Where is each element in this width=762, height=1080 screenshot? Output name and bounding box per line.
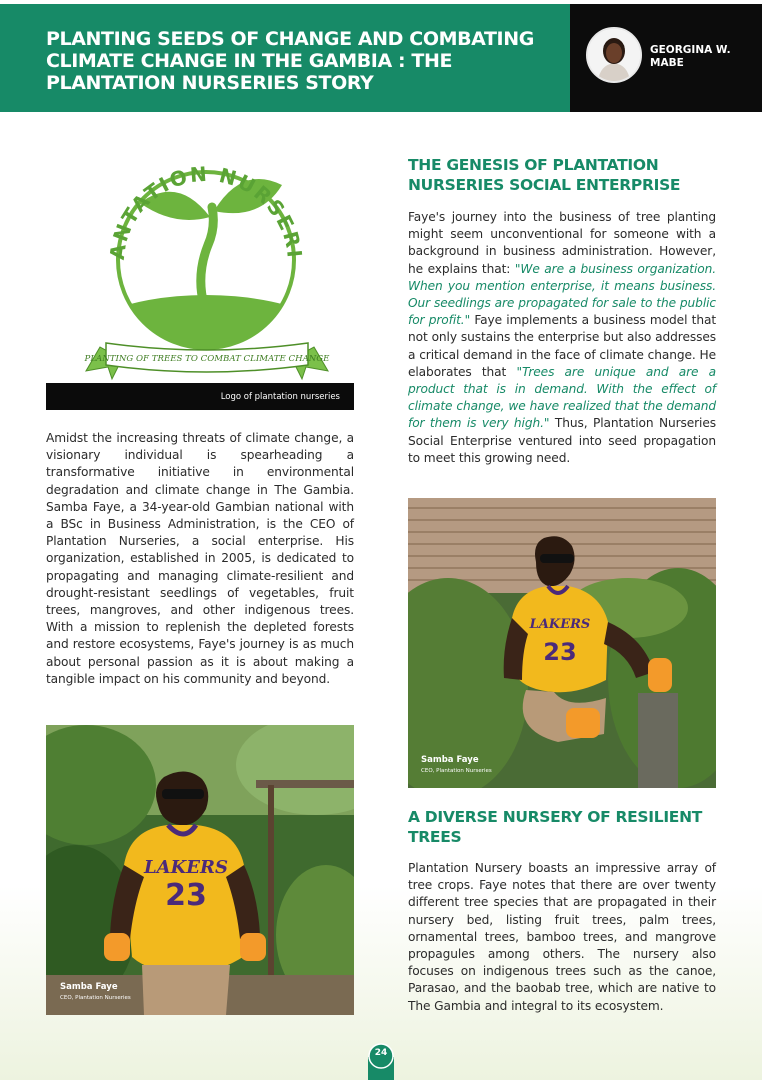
jersey-number-right: 23	[543, 638, 577, 666]
genesis-title: THE GENESIS OF PLANTATION NURSERIES SOCIAL ENTERPRISE	[408, 156, 681, 194]
genesis-text-c: Thus, Plantation Nurseries Social Enterprise ventured into seed propagation to meet this growing need.	[408, 416, 716, 465]
samba-faye-standing-image	[46, 725, 354, 1015]
author-box	[570, 4, 762, 112]
logo-panel	[46, 135, 354, 410]
logo-caption: Logo of plantation nurseries	[220, 391, 340, 402]
right-photo-caption	[421, 755, 492, 774]
right-photo-role: CEO, Plantation Nurseries	[421, 768, 492, 774]
author-name	[650, 44, 760, 70]
jersey-number-left: 23	[165, 878, 207, 913]
jersey-text-right: LAKERS	[529, 617, 591, 632]
samba-faye-seated-image	[408, 498, 716, 788]
author-last-name: MABE	[650, 57, 684, 69]
author-portrait-image	[588, 29, 640, 81]
right-photo-name: Samba Faye	[421, 755, 479, 765]
genesis-text-b: Faye implements a business model that not only sustains the enterprise but also addresses a critical demand in the face of climate change. He elaborates that	[408, 313, 716, 379]
logo-arc-text: ANTATION NURSERI	[104, 161, 307, 262]
logo-ribbon-text: PLANTING OF TREES TO COMBAT CLIMATE CHANGE	[84, 354, 330, 364]
jersey-text-left: LAKERS	[144, 857, 228, 878]
left-photo-name: Samba Faye	[60, 982, 118, 992]
logo-caption-bar	[46, 383, 354, 410]
samba-faye-photo-right	[408, 498, 716, 788]
article-title: PLANTING SEEDS OF CHANGE AND COMBATING CLIMATE CHANGE IN THE GAMBIA : THE PLANTATION NURSERIES STORY	[46, 28, 534, 94]
samba-faye-photo-left	[46, 725, 354, 1015]
genesis-text-a: Faye's journey into the business of tree planting might seem unconventional for someone with a background in business administration. However, he explains that:	[408, 210, 716, 276]
author-first-name: GEORGINA W.	[650, 44, 731, 56]
page-number: 24	[374, 1048, 388, 1058]
author-avatar	[586, 27, 642, 83]
intro-paragraph: Amidst the increasing threats of climate change, a visionary individual is spearheading a transformative initiative in environmental degradation and climate change in The Gambia. Samba Faye, a 34-year-old Gambian national with a BSc in Business Administration, is the CEO of Plantation Nurseries, a social enterprise. His organization, established in 2005, is dedicated to propagating and managing climate-resilient and drought-resistant seedlings of vegetables, fruit trees, mangroves, and other indigenous trees. With a mission to replenish the depleted forests and restore ecosystems, Faye's journey is as much about personal passion as it is about making a tangible impact on his community and beyond.	[46, 431, 354, 686]
genesis-paragraph	[408, 209, 716, 467]
diverse-title: A DIVERSE NURSERY OF RESILIENT TREES	[408, 808, 703, 846]
diverse-paragraph: Plantation Nursery boasts an impressive array of tree crops. Faye notes that there are over twenty different tree species that are propagated in their nursery bed, listing fruit trees, palm trees, ornamental trees, bamboo trees, and mangrove propagules among others. The nursery also focuses on indigenous trees such as the canoe, Parasao, and the baobab tree, which are native to The Gambia and integral to its ecosystem.	[408, 861, 716, 1013]
left-photo-role: CEO, Plantation Nurseries	[60, 995, 131, 1001]
genesis-quote-a: "We are a business organization. When you mention enterprise, it means business. Our seedlings are propagated for sale to the public for profit."	[408, 261, 716, 328]
plantation-nurseries-logo	[46, 135, 354, 385]
left-photo-caption	[60, 982, 131, 1001]
genesis-quote-b: "Trees are unique and are a product that is in demand. With the effect of climate change, we have realized that the demand for them is very high."	[408, 364, 716, 431]
